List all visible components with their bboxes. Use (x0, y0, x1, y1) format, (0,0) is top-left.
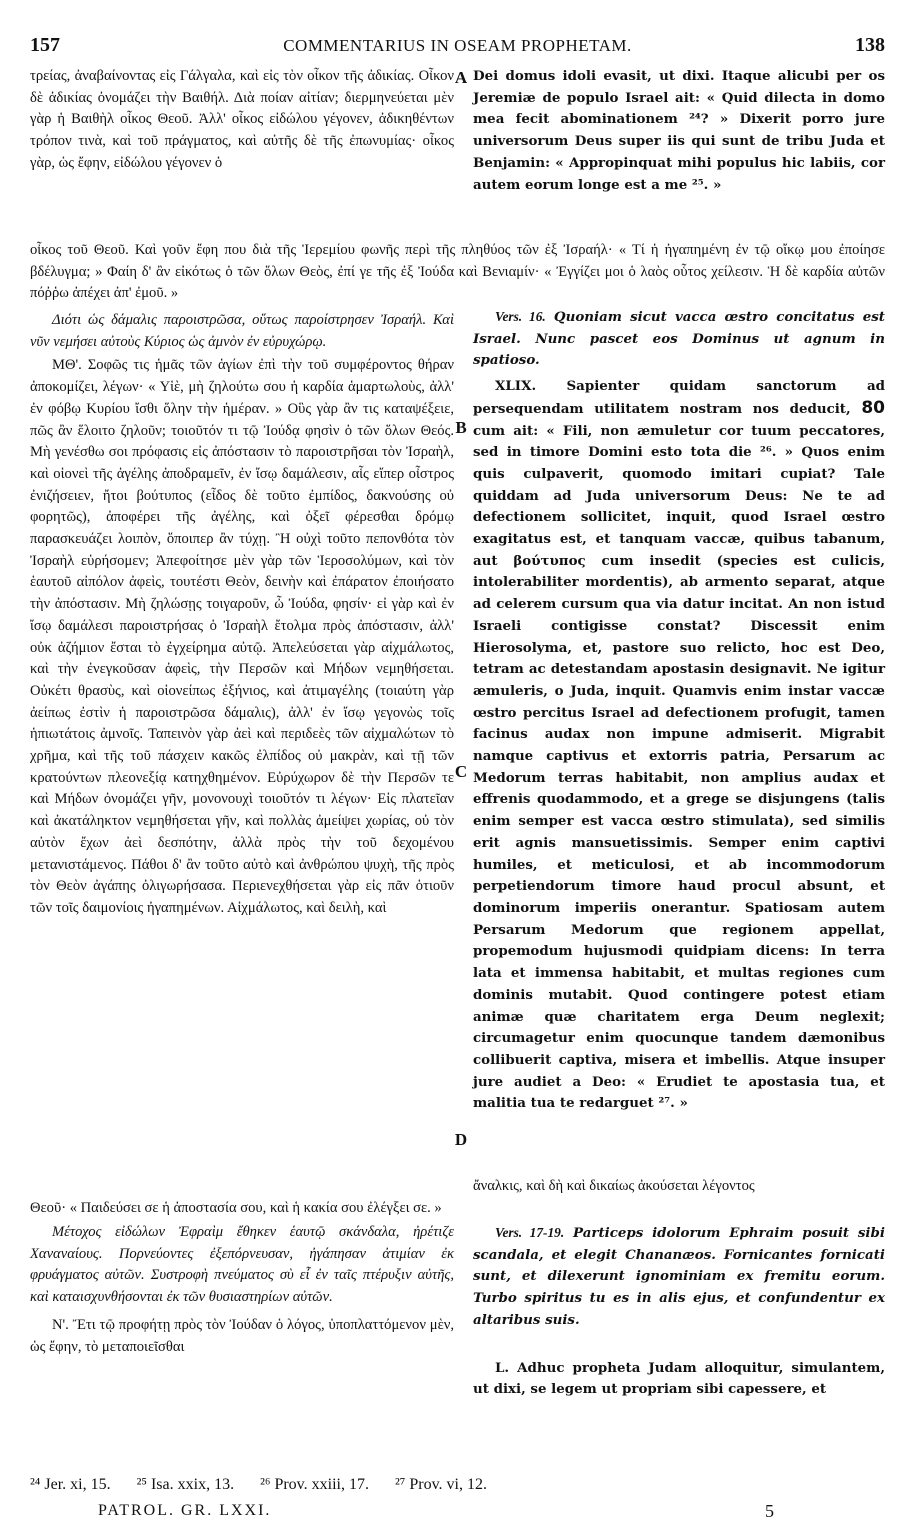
latin-column-top (473, 66, 885, 196)
running-header (30, 34, 885, 58)
greek-tail-right (473, 1176, 885, 1198)
latin-section-50: L. Adhuc propheta Judam alloquitur, simulantem, ut dixi, se legem ut propriam sibi capessere, et (473, 1359, 885, 1398)
latin-verse-17-block (473, 1222, 885, 1332)
greek-full-width (30, 240, 885, 305)
latin-verse-17-label: Vers. 17-19. (495, 1225, 565, 1240)
greek-verse-17: Μέτοχος εἰδώλων Ἐφραὶμ ἔθηκεν ἑαυτῷ σκάνδαλα, ἠρέτιζε Χαναναίους. Πορνεύοντες ἐξεπόρνευσαν, ἠγάπησαν ἀτιμίαν ἐκ φρυάγματος αὐτῶν. Συστροφὴ πνεύματος σὺ εἶ ἐν ταῖς πτέρυξιν αὐτῆς, καὶ καταισχυνθήσονται ἐκ τῶν θυσιαστηρίων αὐτῶν. (30, 1224, 454, 1306)
greek-section-49: ΜΘ'. Σοφῶς τις ἡμᾶς τῶν ἁγίων ἐπὶ τὴν τοῦ συμφέροντος θήραν ἀποκομίζει, λέγων· « Υἱὲ, μὴ ζηλούτω σου ἡ καρδία ἁμαρτωλοὺς, ἀλλ' ἐν φόβῳ Κυρίου ἴσθι ὅλην τὴν ἡμέραν. » Οὓς γὰρ ἂν τις καταψέξειε, πῶς ἂν ἕλοιτο ζηλοῦν; τοιοῦτόν τι τῷ Ἰούδᾳ φησὶν ὁ τῶν ὅλων Θεός. Μὴ γενέσθω σοι πρόφασις εἰς ἀπόστασιν τὸ παροιστρῆσαι τὸν Ἰσραὴλ, καὶ οἱονεὶ τῆς ἀγέλης ἀποδραμεῖν, ἐν ἴσῳ δαμάλεσιν, αἷς εἴπερ οἶστρος ἐνιζήσειεν, ἤτοι βούτυπος (εἶδος δὲ τοῦτο ἐμπίδος, δακνούσης οὐ φορητῶς), ἀποφέρει τῆς ἀγέλης, καὶ ὀξεῖ φέρεσθαι δρόμῳ παρασκευάζει λοιπὸν, ὅποιπερ ἂν τύχῃ. Ἢ οὐχὶ τοῦτο πεπονθότα τὸν Ἰσραὴλ εὑρήσομεν; Ἀπεφοίτησε μὲν γὰρ τῶν Ἱεροσολύμων, καὶ τὸν ἑαυτοῦ αἰπόλον ἀφεὶς, τουτέστι Θεὸν, δεινὴν καὶ ἐπάρατον ἐποιήσατο τὴν ἀπόστασιν. Μὴ ζηλώσῃς τοιγαροῦν, ὦ Ἰούδα, φησίν· εἰ γὰρ καὶ ἐν ἴσῳ δαμάλεσι παροιστρήσας ὁ Ἰσραὴλ ἔτολμα πρὸς ἀπόστασιν, ἀλλ' οὐκ ἀζήμιον ἔσται τὸ ἐγχείρημα αὐτῷ. Ἀπελεύσεται γὰρ αἰχμάλωτος, καὶ τὴν ἐνεγκοῦσαν ἀφεὶς, τὴν Περσῶν καὶ Μήδων νεμηθήσεται. Οὐκέτι θρασὺς, καὶ οἱονείπως ἐξήνιος, καὶ ἀτιμαγέλης (τοιαύτη γὰρ ἀείπως ἐστὶν ἡ παροιστρῶσα δάμαλις), ἀλλ' ἐν ἴσῳ γεγονὼς τοῖς ἡπιωτάτοις ἀμνοῖς. Ταπεινὸν γὰρ ἀεὶ καὶ περιδεὲς τῶν αἰχμαλώτων τὸ χρῆμα, καὶ τῆς τοῦ πάσχειν κακῶς ἐλπίδος οὐ μακρὰν, καὶ τῇ τῶν κρατούντων πλεονεξίᾳ κατηχθημένον. Εὐρύχωρον δὲ τὴν Περσῶν τε καὶ Μήδων ὀνομάζει γῆν, μονονουχὶ τοιοῦτόν τι λέγων· Εἰς πλατεῖαν καὶ ἀκατάληκτον νεμηθήσεται γῆν, καὶ πολλὰς ἀμείψει χωρίας, οὐ τὸν αὐτὸν ἔχων ἀεὶ δεσπότην, ἀλλὰ πρὸς τὴν τοῦ δεχομένου μετανιστάμενος. Πάθοι δ' ἂν τοῦτο αὐτὸ καὶ ἀνθρώπου ψυχὴ, τῆς πρὸς τὸν Θεὸν ἀγάπης ὀλιγωρήσασα. Περιενεχθήσεται γὰρ εἰς πᾶν ὁτιοῦν τῶν τοῖς δαιμονίοις ἠγαπημένων. Αἰχμάλωτος, καὶ δειλὴ, καὶ (30, 357, 454, 916)
margin-letter-b: B (455, 418, 467, 437)
margin-letter-a: A (454, 68, 468, 87)
greek-column-top (30, 66, 454, 175)
latin-section-49-text-b: cum ait: « Fili, non æmuletur cor tuum peccatores, sed in timore Domini esto tota die ²⁶. » Quos enim quis culpaverit, quomodo imitari cupiat? Tale quiddam ad Juda universorum Deus: Ne te ad defectionem sollicitet, inquit, quod Israel œstro exagitatus est, et tanquam vaccæ, quibus tabanum, aut βούτυπος cum insedit (species est culicis, intolerabiliter mordentis), ab armento separat, atque ad celerem cursum qua via datur incitat. An non istud Israeli contigisse constat? Discessit enim Hierosolyma, et, pastore suo relicto, hoc est Deo, tetram ac detestandam apostasin designavit. Ne igitur æmuleris, o Juda, inquit. Quamvis enim instar vaccæ œstro percitus Israel ad defectionem profugit, tamen facinus audax non impune admiserit. Migrabit namque captivus et extorris patria, Persarum ac Medorum terras habitabit, non amplius audax et effrenis quodammodo, et a grege se disjungens (talis enim semper est vacca œstro stimulata), sed similis erit agnis mansuetissimis. Semper enim captivi humiles, et meticulosi, et ab incommodorum perpetiendorum timore haud procul absunt, et dominorum imperiis onerantur. Spatiosam autem Persarum Medorum que regionem appellat, propemodum hujusmodi quidpiam dicens: In terra lata et immensa habitabit, et multas regiones cum dominis mutabit. Quod contingere potest etiam animæ quæ charitatem erga Deum neglexit; circumagetur enim quocunque tandem dæmonibus collibuerit captiva, misera et imbellis. Atque insuper jure audiet a Deo: « Erudiet te apostasia tua, et malitia tua te redarguet ²⁷. » (473, 422, 885, 1112)
latin-section-49-text-a: XLIX. Sapienter quidam sanctorum ad persequendam utilitatem nostram nos deducit, (473, 378, 885, 417)
greek-full-line: Θεοῦ· « Παιδεύσει σε ἡ ἀποστασία σου, καὶ ἡ κακία σου ἐλέγξει σε. » (30, 1200, 442, 1216)
margin-letter-c: C (454, 762, 468, 781)
greek-column (30, 310, 454, 920)
footnote-27: ²⁷ Prov. vi, 12. (394, 1476, 487, 1493)
footnotes (30, 1476, 509, 1494)
margin-letter-d: D (454, 1130, 468, 1149)
footer (30, 1476, 885, 1536)
footnote-25: ²⁵ Isa. xxix, 13. (136, 1476, 235, 1493)
latin-paragraph-top: Dei domus idoli evasit, ut dixi. Itaque alicubi per os Jeremiæ de populo Israel ait: « Quid dilecta in domo mea fecit abominationem ²⁴? » Dixerit porro jure universorum Deus super iis qui sunt de tribu Juda et Benjamin: « Appropinquat mihi populus hic labiis, cor autem eorum longe est a me ²⁵. » (473, 68, 885, 193)
page-number-left: 157 (30, 34, 60, 56)
signature-number: 5 (765, 1501, 774, 1521)
greek-verse-16: Διότι ὡς δάμαλις παροιστρῶσα, οὕτως παροίστρησεν Ἰσραήλ. Καὶ νῦν νεμήσει αὐτοὺς Κύριος ὡς ἀμνὸν ἐν εὐρυχώρῳ. (30, 312, 454, 350)
running-title: COMMENTARIUS IN OSEAM PROPHETAM. (283, 36, 632, 55)
latin-verse-16: Quoniam sicut vacca œstro concitatus est Israel. Nunc pascet eos Dominus ut agnum in spatioso. (473, 309, 885, 369)
latin-section-49 (473, 376, 885, 1115)
greek-section-50: Ν'. Ἔτι τῷ προφήτῃ πρὸς τὸν Ἰούδαν ὁ λόγος, ὑποπλαττόμενον μὲν, ὡς ἔφην, τὸ μεταποιεῖσθαι (30, 1316, 454, 1355)
latin-verse-17: Particeps idolorum Ephraim posuit sibi scandala, et elegit Chananæos. Fornicantes fornicati sunt, et dilexerunt ignominiam ex fremitu eorum. Turbo spiritus tu es in alis ejus, et confundentur ex altaribus suis. (473, 1225, 885, 1328)
page-number-right: 138 (855, 34, 885, 56)
greek-column-bottom (30, 1222, 454, 1358)
latin-verse-16-label: Vers. 16. (495, 309, 546, 324)
patrol-signature: PATROL. GR. LXXI. (98, 1502, 272, 1519)
footnote-26: ²⁶ Prov. xxiii, 17. (260, 1476, 369, 1493)
latin-column (473, 306, 885, 1115)
greek-paragraph-full: οἶκος τοῦ Θεοῦ. Καὶ γοῦν ἔφη που διὰ τῆς Ἱερεμίου φωνῆς περὶ τῆς πληθύος τῶν ἐξ Ἰσραήλ· « Τί ἡ ἠγαπημένη ἐν τῷ οἴκῳ μου ἐποίησε βδέλυγμα; » Φαίη δ' ἂν εἰκότως ὁ τῶν ὅλων Θεὸς, ἐπί γε τῆς ἐξ Ἰούδα καὶ Βενιαμίν· « Ἐγγίζει μοι ὁ λαὸς οὗτος χείλεσιν. Ἡ δὲ καρδία αὐτῶν πόῤῥω ἀπέχει ἀπ' ἐμοῦ. » (30, 242, 885, 302)
footnote-24: ²⁴ Jer. xi, 15. (30, 1476, 111, 1493)
column-number-80: 80 (861, 397, 885, 418)
greek-full-line-49 (30, 1198, 885, 1220)
greek-paragraph-top: τρείας, ἀναβαίνοντας εἰς Γάλγαλα, καὶ εἰς τὸν οἶκον τῆς ἀδικίας. Οἶκον δὲ ἀδικίας ὀνομάζει τὴν Βαιθήλ. Διὰ ποίαν αἰτίαν; διερμηνεύεται μὲν γὰρ ἡ Βαιθὴλ οἶκος Θεοῦ. Ἀλλ' οἶκος εἰδώλου γέγονεν, ἀδικηθέντων τρόπον τινὰ, καὶ τοῦ πράγματος, καὶ αὐτῆς δὲ τῆς ἐπωνυμίας· οἶκος γὰρ, ὡς ἔφην, εἰδώλου γέγονεν ὁ (30, 68, 454, 171)
latin-column-bottom (473, 1222, 885, 1401)
latin-verse-16-block (473, 306, 885, 372)
greek-tail-line: ἄναλκις, καὶ δὴ καὶ δικαίως ἀκούσεται λέγοντος (473, 1178, 755, 1194)
